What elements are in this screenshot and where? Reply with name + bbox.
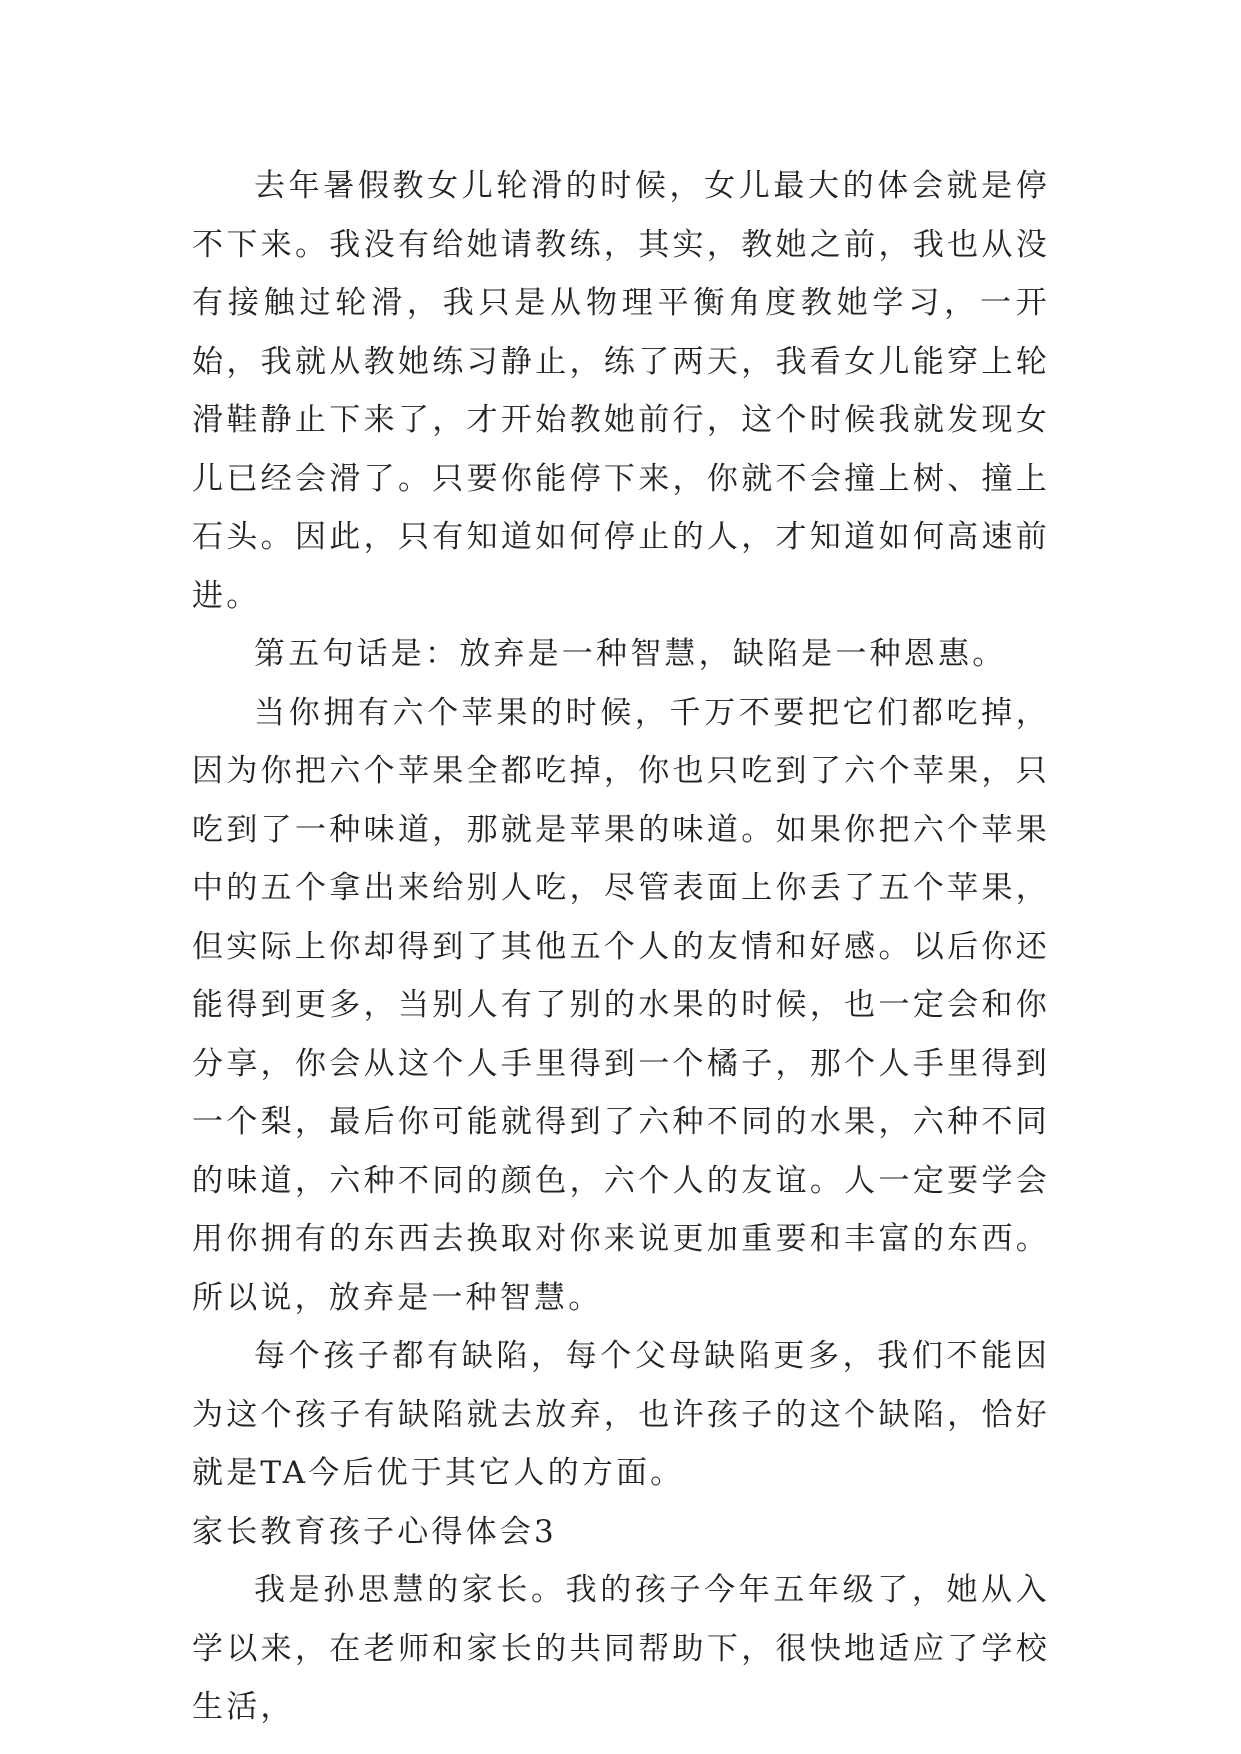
paragraph-child-defects: 每个孩子都有缺陷，每个父母缺陷更多，我们不能因为这个孩子有缺陷就去放弃，也许孩子的这个缺陷，恰好就是TA今后优于其它人的方面。: [192, 1338, 1050, 1491]
paragraph-parent-intro: 我是孙思慧的家长。我的孩子今年五年级了，她从入学以来，在老师和家长的共同帮助下，很快地适应了学校生活，: [192, 1572, 1050, 1725]
paragraph-fifth-saying: 第五句话是：放弃是一种智慧，缺陷是一种恩惠。: [254, 636, 1007, 672]
document-body: [192, 157, 1050, 1737]
paragraph-roller-skating: 去年暑假教女儿轮滑的时候，女儿最大的体会就是停不下来。我没有给她请教练，其实，教她之前，我也从没有接触过轮滑，我只是从物理平衡角度教她学习，一开始，我就从教她练习静止，练了两天，我看女儿能穿上轮滑鞋静止下来了，才开始教她前行，这个时候我就发现女儿已经会滑了。只要你能停下来，你就不会撞上树、撞上石头。因此，只有知道如何停止的人，才知道如何高速前进。: [192, 168, 1050, 614]
paragraph-six-apples: 当你拥有六个苹果的时候，千万不要把它们都吃掉，因为你把六个苹果全都吃掉，你也只吃到了六个苹果，只吃到了一种味道，那就是苹果的味道。如果你把六个苹果中的五个拿出来给别人吃，尽管表面上你丢了五个苹果，但实际上你却得到了其他五个人的友情和好感。以后你还能得到更多，当别人有了别的水果的时候，也一定会和你分享，你会从这个人手里得到一个橘子，那个人手里得到一个梨，最后你可能就得到了六种不同的水果，六种不同的味道，六种不同的颜色，六个人的友谊。人一定要学会用你拥有的东西去换取对你来说更加重要和丰富的东西。所以说，放弃是一种智慧。: [192, 694, 1050, 1316]
section-heading: 家长教育孩子心得体会3: [192, 1513, 557, 1550]
